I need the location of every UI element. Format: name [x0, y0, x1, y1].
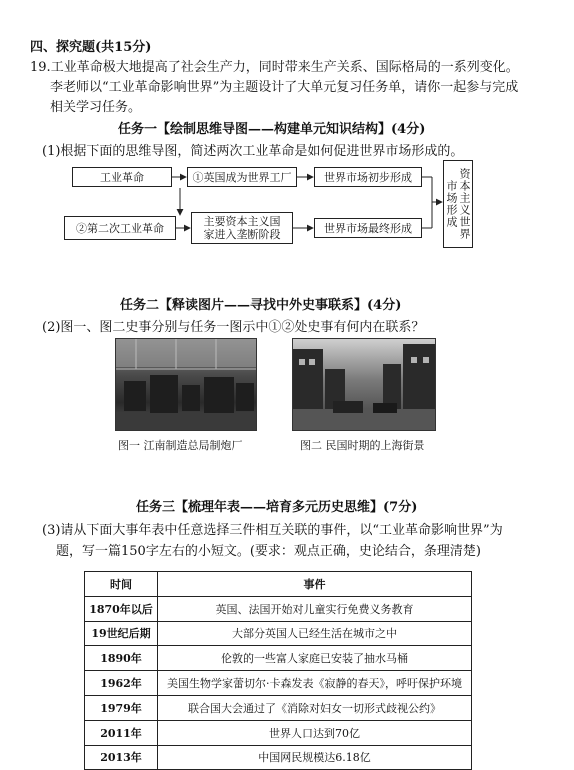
task3-heading: 任务三【梳理年表——培育多元历史思维】(7分) — [136, 500, 418, 515]
node-market-initial: 世界市场初步形成 — [314, 167, 422, 187]
table-row — [85, 720, 472, 745]
table-row — [85, 646, 472, 671]
table-row — [85, 745, 472, 770]
node-britain-factory: ①英国成为世界工厂 — [187, 167, 297, 187]
row-event: 伦敦的一些富人家庭已安装了抽水马桶 — [158, 646, 472, 671]
row-year: 1890年 — [85, 646, 158, 671]
figure2-photo — [292, 338, 436, 431]
figure2-caption: 图二 民国时期的上海街景 — [300, 439, 425, 452]
question-intro-line2: 李老师以“工业革命影响世界”为主题设计了大单元复习任务单，请你一起参与完成 — [50, 80, 519, 95]
figure1-caption: 图一 江南制造总局制炮厂 — [118, 439, 243, 452]
row-year: 19世纪后期 — [85, 621, 158, 646]
figure1-illustration — [116, 339, 257, 431]
section-title: 四、探究题(共15分) — [30, 40, 152, 55]
task1-heading: 任务一【绘制思维导图——构建单元知识结构】(4分) — [118, 122, 426, 137]
task3-prompt-line2: 题，写一篇150字左右的小短文。(要求：观点正确，史论结合，条理清楚) — [56, 544, 481, 559]
node-imperialism — [191, 212, 293, 244]
row-event: 美国生物学家蕾切尔·卡森发表《寂静的春天》，呼吁保护环境 — [158, 671, 472, 696]
row-year: 2011年 — [85, 720, 158, 745]
figure1-photo — [115, 338, 257, 431]
row-event: 中国网民规模达6.18亿 — [158, 745, 472, 770]
table-row — [85, 621, 472, 646]
row-event: 世界人口达到70亿 — [158, 720, 472, 745]
question-intro-text1: 工业革命极大地提高了社会生产力，同时带来生产关系、国际格局的一系列变化。 — [50, 60, 519, 75]
mindmap-connectors — [0, 0, 574, 300]
timeline-table — [84, 571, 472, 770]
row-year: 2013年 — [85, 745, 158, 770]
table-row — [85, 596, 472, 621]
node-imperialism-line1: 主要资本主义国 — [203, 215, 281, 228]
table-row — [85, 695, 472, 720]
node-second-revolution: ②第二次工业革命 — [64, 216, 176, 240]
timeline-header-row — [85, 572, 472, 597]
row-event: 英国、法国开始对儿童实行免费义务教育 — [158, 596, 472, 621]
row-year: 1870年以后 — [85, 596, 158, 621]
row-year: 1979年 — [85, 695, 158, 720]
question-intro-line3: 相关学习任务。 — [50, 100, 142, 115]
task1-prompt: (1)根据下面的思维导图，简述两次工业革命是如何促进世界市场形成的。 — [42, 144, 464, 159]
question-number: 19. — [30, 60, 51, 75]
row-event: 联合国大会通过了《消除对妇女一切形式歧视公约》 — [158, 695, 472, 720]
row-year: 1962年 — [85, 671, 158, 696]
header-time: 时间 — [85, 572, 158, 597]
node-market-final: 世界市场最终形成 — [314, 218, 422, 238]
row-event: 大部分英国人已经生活在城市之中 — [158, 621, 472, 646]
task2-heading: 任务二【释读图片——寻找中外史事联系】(4分) — [120, 298, 402, 313]
task2-prompt: (2)图一、图二史事分别与任务一图示中①②处史事有何内在联系？ — [42, 320, 425, 335]
figure2-illustration — [293, 339, 436, 431]
table-row — [85, 671, 472, 696]
node-imperialism-line2: 家进入垄断阶段 — [203, 228, 281, 241]
header-event: 事件 — [158, 572, 472, 597]
node-capitalism-system: 资本主义世界市场形成 — [443, 160, 473, 248]
node-industrial-revolution: 工业革命 — [72, 167, 172, 187]
task3-prompt-line1: (3)请从下面大事年表中任意选择三件相互关联的事件，以“工业革命影响世界”为 — [42, 523, 503, 538]
